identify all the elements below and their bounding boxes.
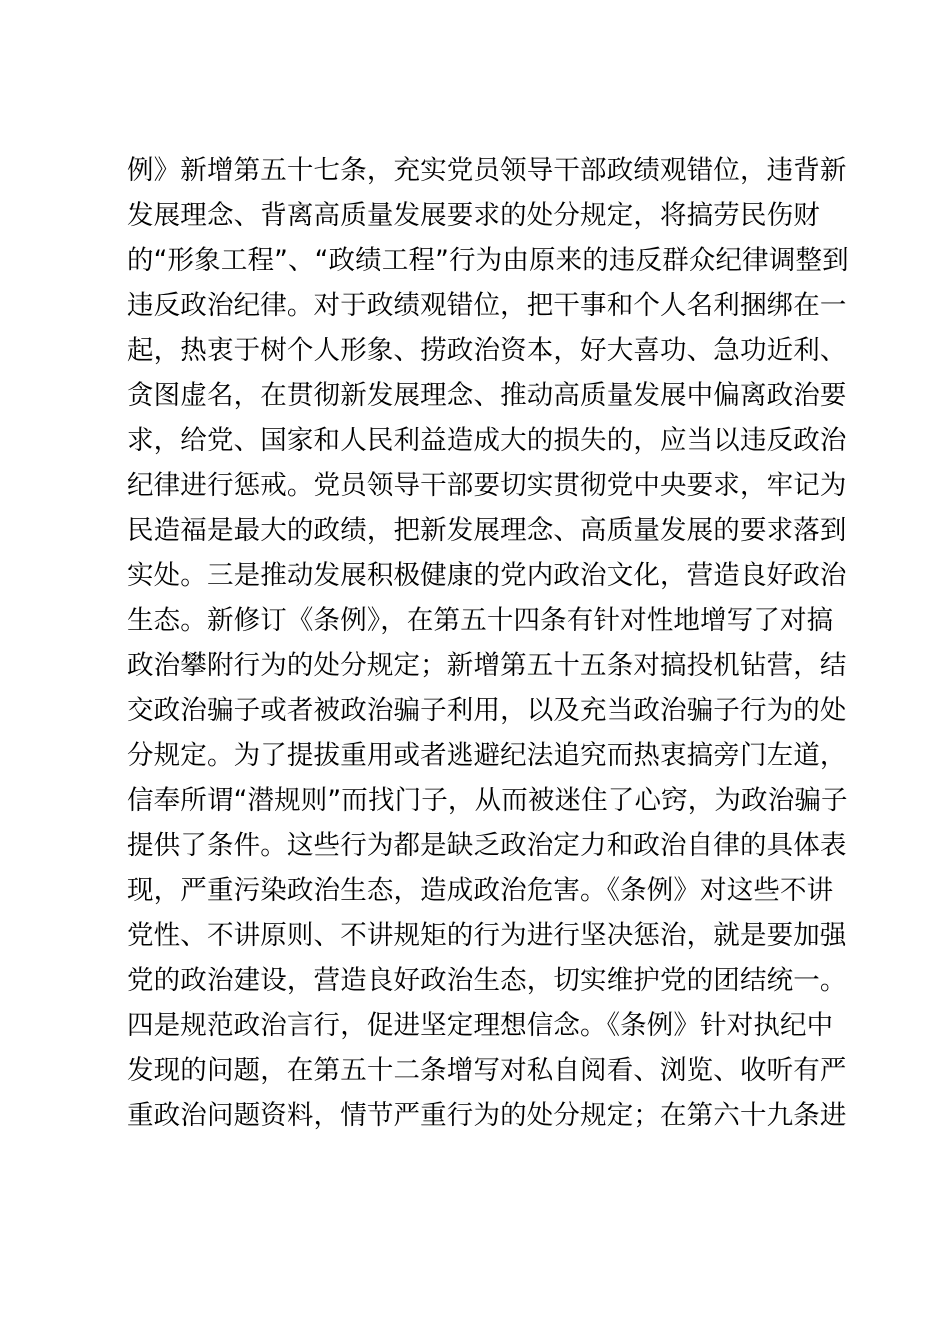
text-line: 分规定。为了提拔重用或者逃避纪法追究而热衷搞旁门左道，: [127, 740, 847, 771]
text-line: 起，热衷于树个人形象、捞政治资本，好大喜功、急功近利、: [127, 335, 847, 366]
text-line: 生态。新修订《条例》，在第五十四条有针对性地增写了对搞: [127, 605, 834, 636]
text-line: 贪图虚名，在贯彻新发展理念、推动高质量发展中偏离政治要: [127, 380, 847, 411]
text-line: 发展理念、背离高质量发展要求的处分规定，将搞劳民伤财: [127, 200, 820, 231]
text-line: 重政治问题资料，情节严重行为的处分规定；在第六十九条进: [127, 1100, 847, 1131]
text-line: 的“形象工程”、“政绩工程”行为由原来的违反群众纪律调整到: [127, 245, 849, 276]
text-line: 信奉所谓“潜规则”而找门子，从而被迷住了心窍，为政治骗子: [127, 785, 848, 816]
text-line: 党的政治建设，营造良好政治生态，切实维护党的团结统一。: [127, 965, 847, 996]
body-text: [127, 148, 847, 1138]
text-line: 求，给党、国家和人民利益造成大的损失的，应当以违反政治: [127, 425, 847, 456]
text-line: 政治攀附行为的处分规定；新增第五十五条对搞投机钻营，结: [127, 650, 847, 681]
text-line: 民造福是最大的政绩，把新发展理念、高质量发展的要求落到: [127, 515, 847, 546]
text-line: 违反政治纪律。对于政绩观错位，把干事和个人名利捆绑在一: [127, 290, 847, 321]
text-line: 实处。三是推动发展积极健康的党内政治文化，营造良好政治: [127, 560, 847, 591]
text-line: 纪律进行惩戒。党员领导干部要切实贯彻党中央要求，牢记为: [127, 470, 847, 501]
text-line: 现，严重污染政治生态，造成政治危害。《条例》对这些不讲: [127, 875, 834, 906]
text-line: 党性、不讲原则、不讲规矩的行为进行坚决惩治，就是要加强: [127, 920, 847, 951]
text-line: 例》新增第五十七条，充实党员领导干部政绩观错位，违背新: [127, 155, 847, 186]
text-line: 交政治骗子或者被政治骗子利用，以及充当政治骗子行为的处: [127, 695, 847, 726]
text-line: 发现的问题，在第五十二条增写对私自阅看、浏览、收听有严: [127, 1055, 847, 1086]
text-line: 四是规范政治言行，促进坚定理想信念。《条例》针对执纪中: [127, 1010, 834, 1041]
text-line: 提供了条件。这些行为都是缺乏政治定力和政治自律的具体表: [127, 830, 847, 861]
